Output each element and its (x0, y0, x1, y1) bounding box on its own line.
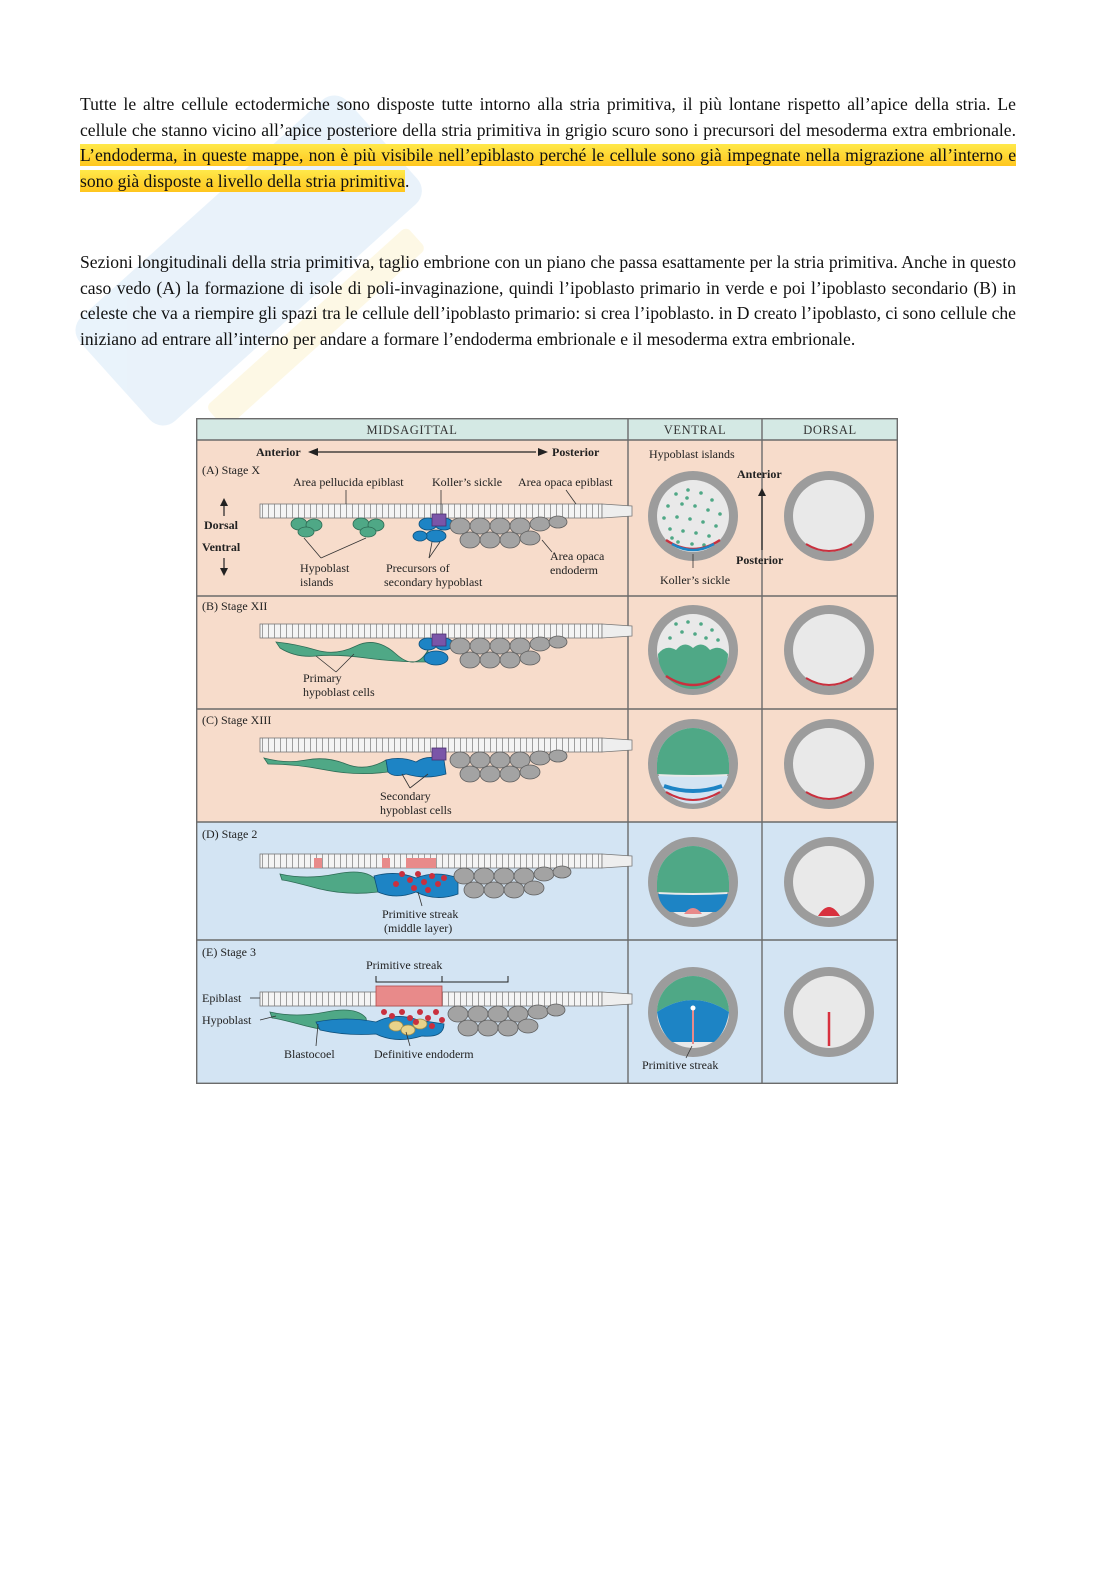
ventral-view-d (648, 837, 738, 927)
label-primary-hypoblast-1: Primary (303, 671, 342, 685)
label-kollers-sickle: Koller’s sickle (432, 475, 503, 489)
label-area-opaca-endoderm-1: Area opaca (550, 549, 605, 563)
axis-posterior: Posterior (552, 445, 600, 459)
label-hypoblast: Hypoblast (202, 1013, 252, 1027)
label-hypoblast-islands-1: Hypoblast (300, 561, 350, 575)
label-area-opaca-endoderm-2: endoderm (550, 563, 598, 577)
label-primitive-streak-mid-2: (middle layer) (384, 921, 453, 935)
label-precursors-1: Precursors of (386, 561, 450, 575)
ventral-label-primitive-streak: Primitive streak (642, 1058, 719, 1072)
axis-anterior: Anterior (256, 445, 301, 459)
label-primitive-streak-bracket: Primitive streak (366, 958, 443, 972)
header-ventral: VENTRAL (663, 423, 727, 437)
ventral-view-b (648, 605, 738, 695)
dorsal-view-d (784, 837, 874, 927)
header-dorsal: DORSAL (803, 423, 857, 437)
stage-b-label: (B) Stage XII (202, 599, 268, 613)
stage-e-label: (E) Stage 3 (202, 945, 256, 959)
highlighted-text: L’endoderma, in queste mappe, non è più visibile nell’epiblasto perché le cellule sono già impegnate nella migrazione all’interno e sono già disposte a livello della stria primitiva (80, 145, 1016, 192)
dorsal-view-a (784, 471, 874, 561)
label-precursors-2: secondary hypoblast (384, 575, 483, 589)
paragraph-1 (80, 92, 1016, 195)
label-secondary-hypoblast-1: Secondary (380, 789, 431, 803)
label-area-opaca-epiblast: Area opaca epiblast (518, 475, 613, 489)
stage-c-label: (C) Stage XIII (202, 713, 272, 727)
embryo-figure (196, 418, 898, 1084)
ventral-label-kollers-sickle: Koller’s sickle (660, 573, 731, 587)
axis-dorsal: Dorsal (204, 518, 238, 532)
header-midsagittal: MIDSAGITTAL (366, 423, 458, 437)
label-hypoblast-islands-2: islands (300, 575, 334, 589)
ventral-view-a (648, 471, 738, 561)
label-epiblast: Epiblast (202, 991, 242, 1005)
axis-ventral: Ventral (202, 540, 241, 554)
label-blastocoel: Blastocoel (284, 1047, 335, 1061)
dorsal-view-e (784, 967, 874, 1057)
paragraph-2: Sezioni longitudinali della stria primitiva, taglio embrione con un piano che passa esattamente per la stria primitiva. Anche in questo caso vedo (A) la formazione di isole di poli-invaginazione, quindi l’ipoblasto primario in verde e poi l’ipoblasto secondario (B) in celeste che va a riempire gli spazi tra le cellule dell’ipoblasto primario: si crea l’ipoblasto. in D creato l’ipoblasto, ci sono cellule che iniziano ad entrare all’interno per andare a formare l’endoderma embrionale e il mesoderma extra embrionale. (80, 252, 1016, 350)
label-primary-hypoblast-2: hypoblast cells (303, 685, 375, 699)
label-primitive-streak-mid-1: Primitive streak (382, 907, 459, 921)
dorsal-view-c (784, 719, 874, 809)
stage-d-label: (D) Stage 2 (202, 827, 258, 841)
ventral-label-anterior: Anterior (737, 467, 782, 481)
ventral-view-c (648, 719, 738, 809)
paragraph-1-end: . (404, 171, 410, 192)
label-secondary-hypoblast-2: hypoblast cells (380, 803, 452, 817)
ventral-label-hypoblast-islands: Hypoblast islands (649, 447, 735, 461)
ventral-label-posterior: Posterior (736, 553, 784, 567)
label-definitive-endoderm: Definitive endoderm (374, 1047, 474, 1061)
label-area-pellucida-epiblast: Area pellucida epiblast (293, 475, 404, 489)
stage-a-label: (A) Stage X (202, 463, 260, 477)
dorsal-view-b (784, 605, 874, 695)
paragraph-1-text: Tutte le altre cellule ectodermiche sono disposte tutte intorno alla stria primitiva, il più lontane rispetto all’apice della stria. Le cellule che stanno vicino all’apice posteriore della stria primitiva in grigio scuro sono i precursori del mesoderma extra embrionale. (80, 94, 1016, 140)
